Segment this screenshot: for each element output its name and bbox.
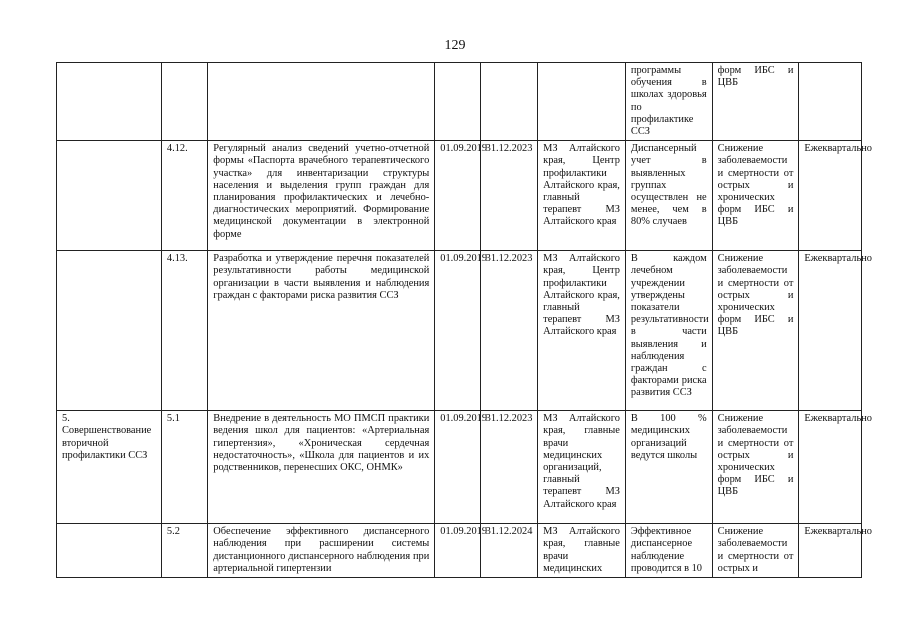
cell-responsible: МЗ Алтайского края, главные врачи медицинских [538,524,626,578]
cell-activity: Разработка и утверждение перечня показателей результативности работы медицинской организации в части выявления и наблюдения граждан с факторами риска развития ССЗ [208,251,435,411]
cell-start-date: 01.09.2019 [435,141,480,251]
cell-number: 4.13. [161,251,207,411]
cell-number: 4.12. [161,141,207,251]
cell-end-date: 31.12.2023 [480,251,538,411]
cell-result: программы обучения в школах здоровья по профилактике ССЗ [625,63,712,141]
cell-period: Ежеквартально [799,411,862,524]
cell-section: 5. Совершенствование вторичной профилактики ССЗ [57,411,162,524]
table-row [57,411,862,524]
cell-activity [208,63,435,141]
table-row [57,524,862,578]
cell-responsible: МЗ Алтайского края, Центр профилактики Алтайского края, главный терапевт МЗ Алтайского края [538,251,626,411]
cell-period: Ежеквартально [799,251,862,411]
cell-activity: Регулярный анализ сведений учетно-отчетной формы «Паспорта врачебного терапевтического участка» для инвентаризации структуры населения и выделения групп граждан для планирования профилактических и лечебно-диагностических мероприятий. Формирование медицинской документации в электронной форме [208,141,435,251]
cell-effect: Снижение заболеваемости и смертности от острых и [712,524,799,578]
cell-responsible [538,63,626,141]
cell-number: 5.1 [161,411,207,524]
cell-result: В каждом лечебном учреждении утверждены показатели результативности в части выявления и наблюдения граждан с факторами риска развития ССЗ [625,251,712,411]
cell-start-date: 01.09.2019 [435,251,480,411]
table-row [57,141,862,251]
cell-start-date: 01.09.2019 [435,524,480,578]
cell-number: 5.2 [161,524,207,578]
cell-activity: Обеспечение эффективного диспансерного наблюдения при расширении системы дистанционного диспансерного наблюдения при артериальной гипертензии [208,524,435,578]
cell-period: Ежеквартально [799,524,862,578]
cell-effect: Снижение заболеваемости и смертности от острых и хронических форм ИБС и ЦВБ [712,411,799,524]
cell-end-date: 31.12.2023 [480,141,538,251]
cell-responsible: МЗ Алтайского края, Центр профилактики Алтайского края, главный терапевт МЗ Алтайского края [538,141,626,251]
cell-section [57,524,162,578]
cell-start-date [435,63,480,141]
cell-responsible: МЗ Алтайского края, главные врачи медицинских организаций, главный терапевт МЗ Алтайского края [538,411,626,524]
action-plan-table [56,62,872,578]
cell-number [161,63,207,141]
cell-result: Эффективное диспансерное наблюдение проводится в 10 [625,524,712,578]
cell-start-date: 01.09.2019 [435,411,480,524]
cell-end-date: 31.12.2023 [480,411,538,524]
table-row-continuation [57,63,862,141]
cell-effect: форм ИБС и ЦВБ [712,63,799,141]
cell-period [799,63,862,141]
cell-period: Ежеквартально [799,141,862,251]
cell-effect: Снижение заболеваемости и смертности от острых и хронических форм ИБС и ЦВБ [712,141,799,251]
cell-effect: Снижение заболеваемости и смертности от острых и хронических форм ИБС и ЦВБ [712,251,799,411]
cell-section [57,141,162,251]
page-number: 129 [444,38,466,53]
cell-section [57,63,162,141]
cell-result: В 100 % медицинских организаций ведутся школы [625,411,712,524]
cell-section [57,251,162,411]
table-row [57,251,862,411]
cell-end-date [480,63,538,141]
cell-end-date: 31.12.2024 [480,524,538,578]
cell-activity: Внедрение в деятельность МО ПМСП практики ведения школ для пациентов: «Артериальная гипертензия», «Хроническая сердечная недостаточность», «Школа для пациентов и их родственников, перенесших ОКС, ОНМК» [208,411,435,524]
cell-result: Диспансерный учет в выявленных группах осуществлен не менее, чем в 80% случаев [625,141,712,251]
